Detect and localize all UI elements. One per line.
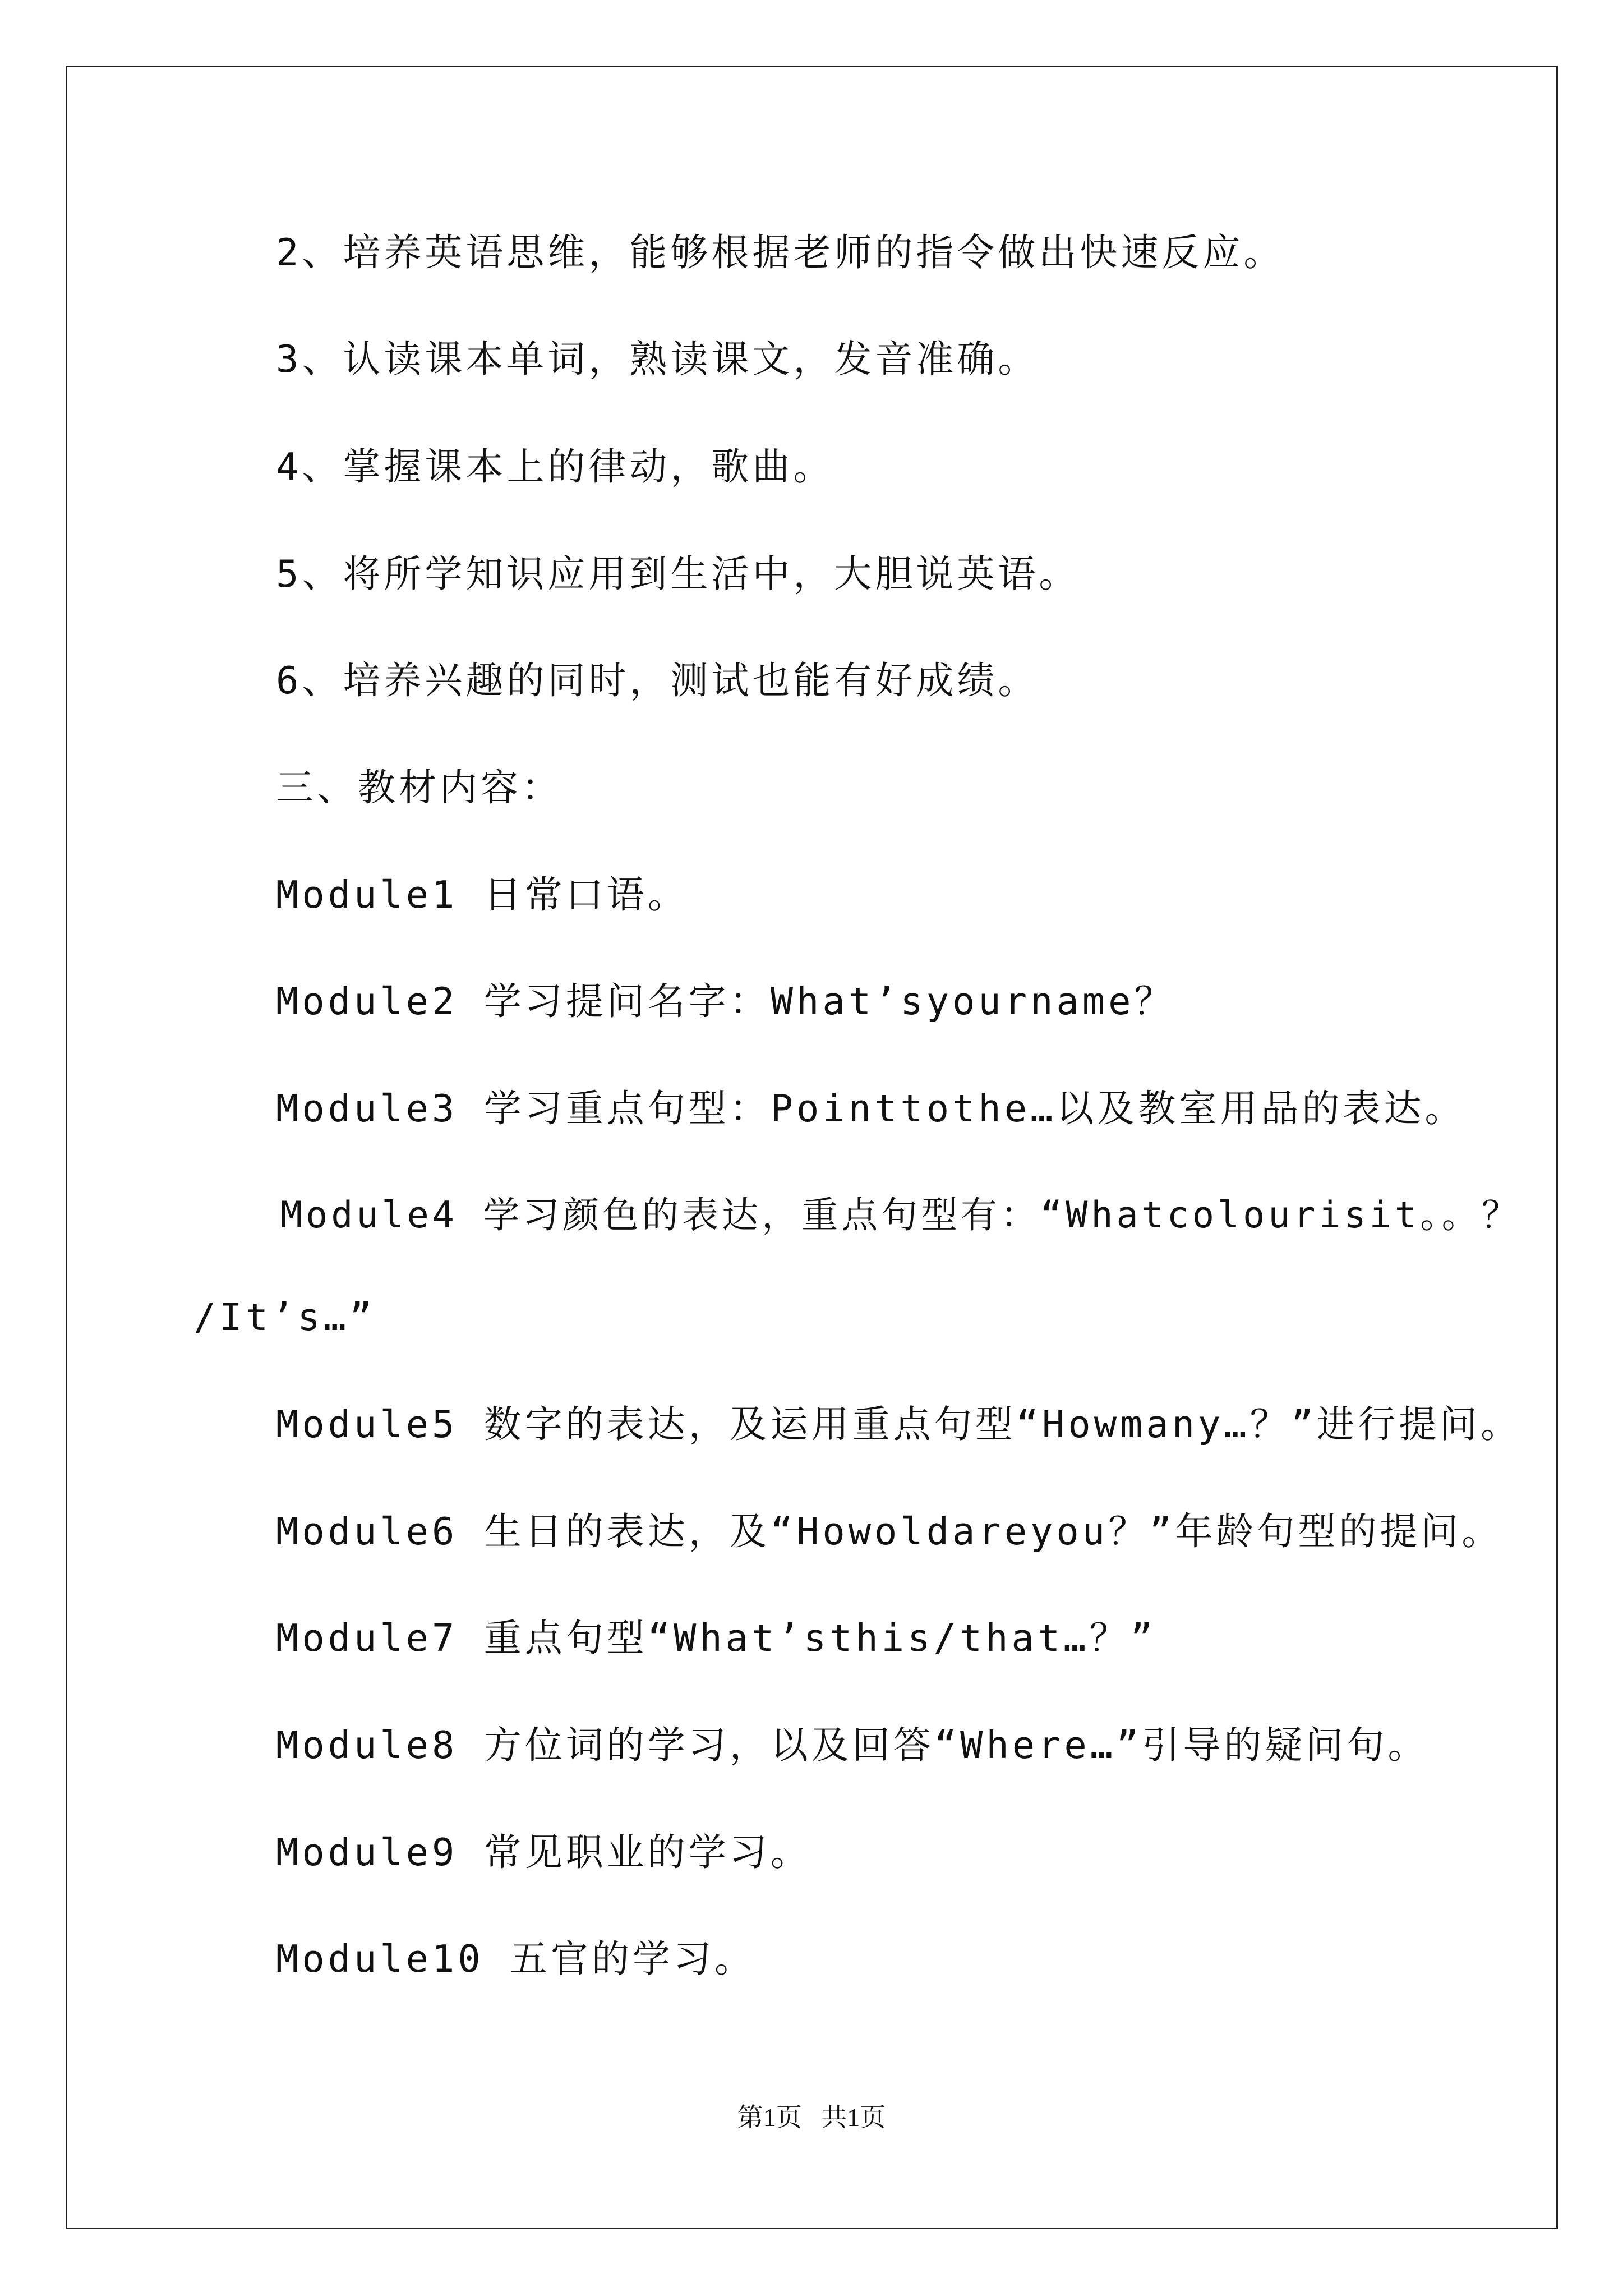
module-9-line: Module9 常见职业的学习。 — [276, 1830, 811, 1874]
module-2-line: Module2 学习提问名字：What’syourname？ — [276, 979, 1175, 1023]
text-line-4: 5、将所学知识应用到生活中，大胆说英语。 — [276, 552, 1080, 596]
module-6-line: Module6 生日的表达，及“Howoldareyou？”年龄句型的提问。 — [276, 1510, 1503, 1553]
module-3-line: Module3 学习重点句型：Pointtothe…以及教室用品的表达。 — [276, 1087, 1466, 1130]
module-7-line: Module7 重点句型“What’sthis/that…？” — [276, 1616, 1156, 1660]
module-1-line: Module1 日常口语。 — [276, 873, 689, 917]
page-number-footer: 第1页 共1页 — [737, 2103, 886, 2132]
module-4-line-continued: /It’s…” — [193, 1295, 376, 1339]
text-line-3: 4、掌握课本上的律动，歌曲。 — [276, 445, 834, 489]
text-line-2: 3、认读课本单词，熟读课文，发音准确。 — [276, 337, 1039, 381]
section-heading: 三、教材内容： — [276, 766, 562, 809]
text-line-1: 2、培养英语思维，能够根据老师的指令做出快速反应。 — [276, 231, 1285, 274]
module-5-line: Module5 数字的表达，及运用重点句型“Howmany…？”进行提问。 — [276, 1402, 1522, 1446]
module-10-line: Module10 五官的学习。 — [276, 1937, 756, 1981]
module-4-line: Module4 学习颜色的表达，重点句型有：“Whatcolourisit。。？ — [280, 1194, 1521, 1236]
module-8-line: Module8 方位词的学习，以及回答“Where…”引导的疑问句。 — [276, 1723, 1429, 1767]
text-line-5: 6、培养兴趣的同时，测试也能有好成绩。 — [276, 659, 1039, 702]
page-border — [66, 66, 1558, 2229]
